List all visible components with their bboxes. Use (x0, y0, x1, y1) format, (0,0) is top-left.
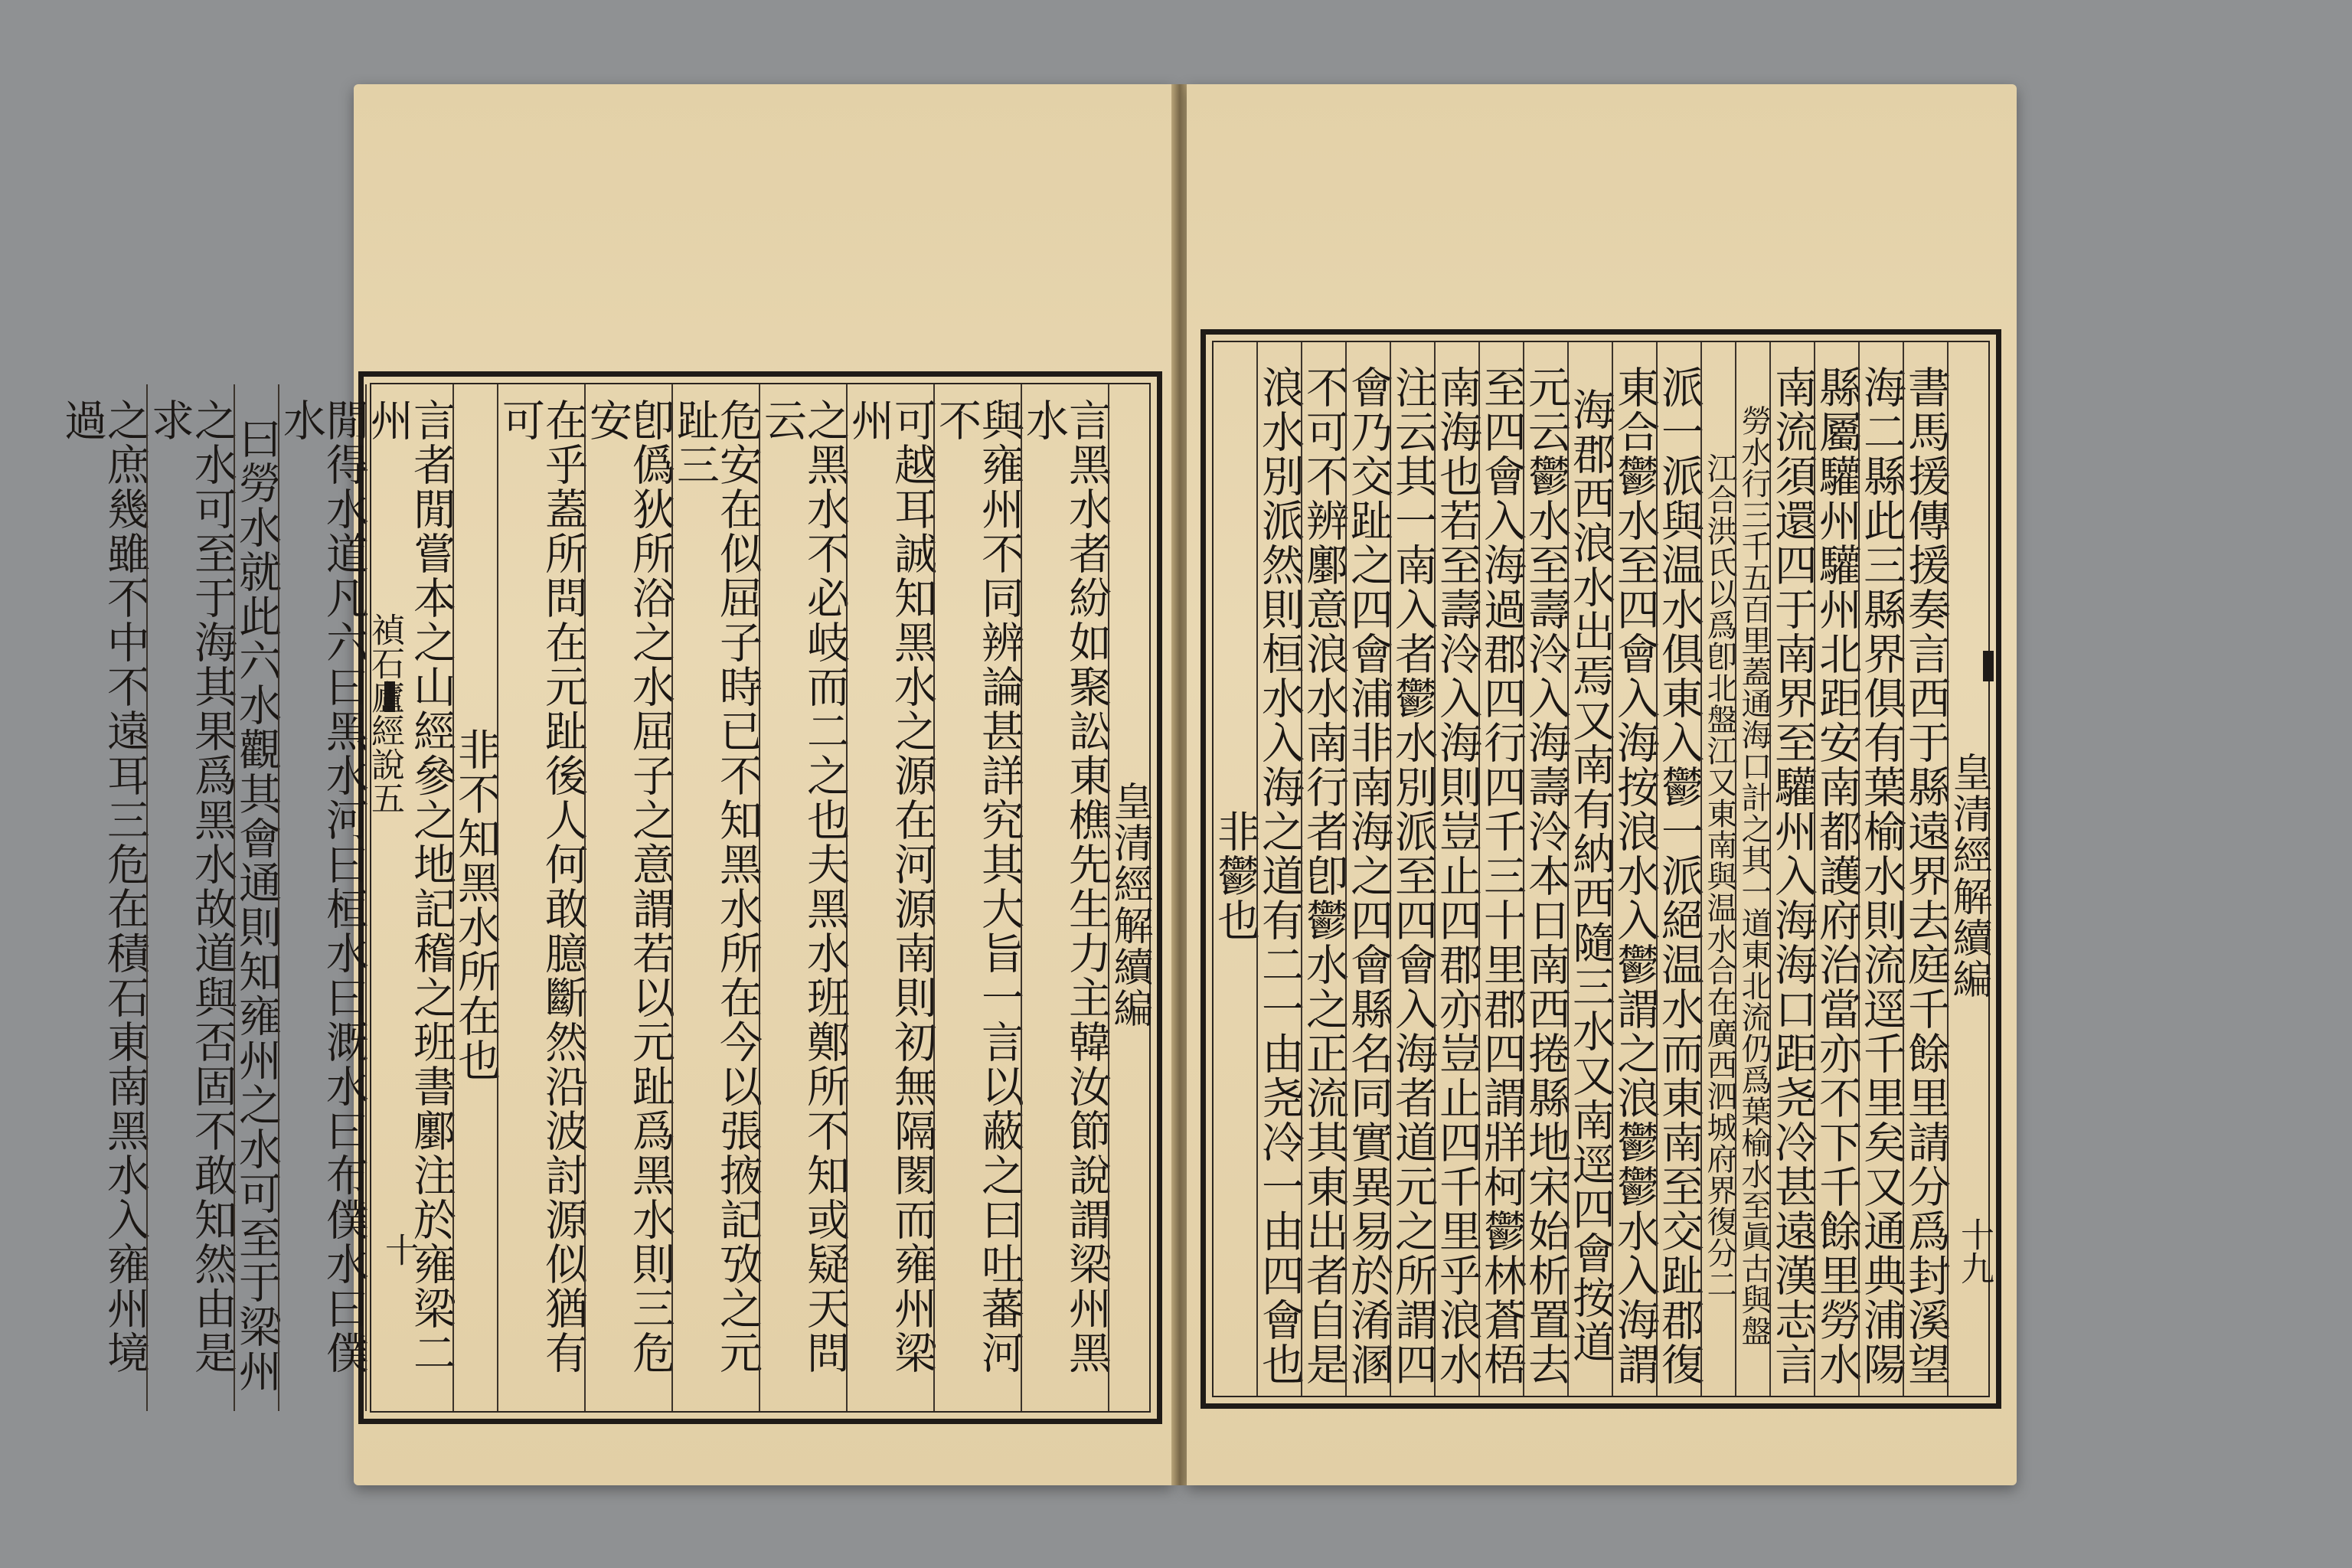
left-page-number: 十 (379, 1233, 418, 1266)
left-text-column: 非不知黑水所在也 (452, 384, 497, 1411)
right-text-column: 東合鬱水至四會入海按浪水入鬱謂之浪鬱鬱水入海謂 (1612, 342, 1656, 1396)
right-text-column: 南海也若至壽泠入海則豈止四郡亦豈止四千里乎浪水 (1434, 342, 1478, 1396)
left-text-column: 言黑水者紛如聚訟東樵先生力主韓汝節說謂梁州黑水 (1021, 384, 1108, 1411)
right-text-column: 注云其一南入者鬱水別派至四會入海者道元之所謂四 (1390, 342, 1434, 1396)
right-page (1187, 84, 2017, 1485)
left-text-columns (57, 383, 1152, 1413)
left-section-title: 禎石廬經說五 (365, 612, 404, 815)
right-text-column: 非鬱也 (1210, 809, 1260, 942)
left-text-column: 言者閒嘗本之山經參之地記稽之班書鄽注於雍梁二州 (365, 384, 452, 1411)
open-book (57, 84, 2017, 1485)
left-text-column: 在乎蓋所問在元趾後人何敢臆斷然沿波討源似猶有可 (497, 384, 584, 1411)
right-text-column: 書馬援傳援奏言西于縣遠界去庭千餘里請分爲封溪望 (1903, 342, 1947, 1396)
right-text-column: 南流須還四于南界至驩州入海海口距尧冷甚遠漢志言 (1769, 342, 1814, 1396)
right-fishtail-mark (1983, 651, 1994, 681)
left-text-column: 閒得水道凡六曰黑水河曰桓水曰溉水曰布僕水曰僕水 (278, 384, 365, 1411)
left-text-column: 之庶幾雖不中不遠耳三危在積石東南黑水入雍州境過 (57, 398, 150, 1375)
right-text-frame (1200, 329, 2001, 1409)
right-text-column: 海郡西浪水出焉又南有納西隨三水又南逕四會按道 (1567, 342, 1612, 1396)
left-margin-title: 皇清經解續編 (1108, 384, 1149, 1411)
book-gutter (1171, 84, 1188, 1485)
right-text-column: 會乃交趾之四會浦非南海之四會縣名同實異易於淆溷 (1345, 342, 1390, 1396)
right-text-columns (1212, 341, 1990, 1397)
left-text-column: 之水可至于海其果爲黑水故道與否固不敢知然由是求 (146, 384, 234, 1411)
left-text-column: 與雍州不同辨論甚詳究其大旨一言以蔽之曰吐蕃河不 (933, 384, 1021, 1411)
left-text-column: 可越耳誠知黑水之源在河源南則初無隔閡而雍州梁州 (846, 384, 933, 1411)
left-text-column: 危安在似屈子時已不知黑水所在今以張掖記攷之元趾三 (671, 384, 759, 1411)
right-text-column: 浪水別派然則桓水入海之道有二一由尧冷一由四會也 (1256, 342, 1301, 1396)
right-text-column: 至四會入海過郡四行四千三十里郡四謂牂柯鬱林蒼梧 (1478, 342, 1523, 1396)
right-text-column: 派一派與温水俱東入鬱一派絕温水而東南至交趾郡復 (1656, 342, 1700, 1396)
right-page-number: 十九 (1955, 1217, 1994, 1285)
right-text-column: 海二縣此三縣界俱有葉榆水則流逕千里矣又通典浦陽 (1858, 342, 1903, 1396)
right-text-column: 不可不辨鄽意浪水南行者卽鬱水之正流其東出者自是 (1301, 342, 1345, 1396)
right-margin-title: 皇清經解續編 (1947, 342, 1988, 1396)
right-text-column: 勞水行三千五百里蓋通海口計之其一道東北流仍爲葉榆水至眞古與盤 (1735, 342, 1769, 1396)
right-text-column: 縣屬驩州驩州北距安南都護府治當亦不下千餘里勞水 (1814, 342, 1858, 1396)
left-text-column: 之黑水不必岐而二之也夫黑水班鄭所不知或疑天問云 (759, 384, 846, 1411)
right-text-column: 元云鬱水至壽泠入海壽泠本日南西捲縣地宋始析置去 (1523, 342, 1567, 1396)
left-text-column: 卽僞狄所浴之水屈子之意謂若以元趾爲黑水則三危安 (584, 384, 671, 1411)
left-text-frame (57, 371, 1162, 1424)
left-text-column: 曰勞水就此六水觀其會通則知雍州之水可至于梁州 (234, 384, 278, 1411)
right-text-column: 江合洪氏以爲卽北盤江又東南與温水合在廣西泗城府界復分二 (1700, 342, 1735, 1396)
left-page (57, 84, 1173, 1485)
